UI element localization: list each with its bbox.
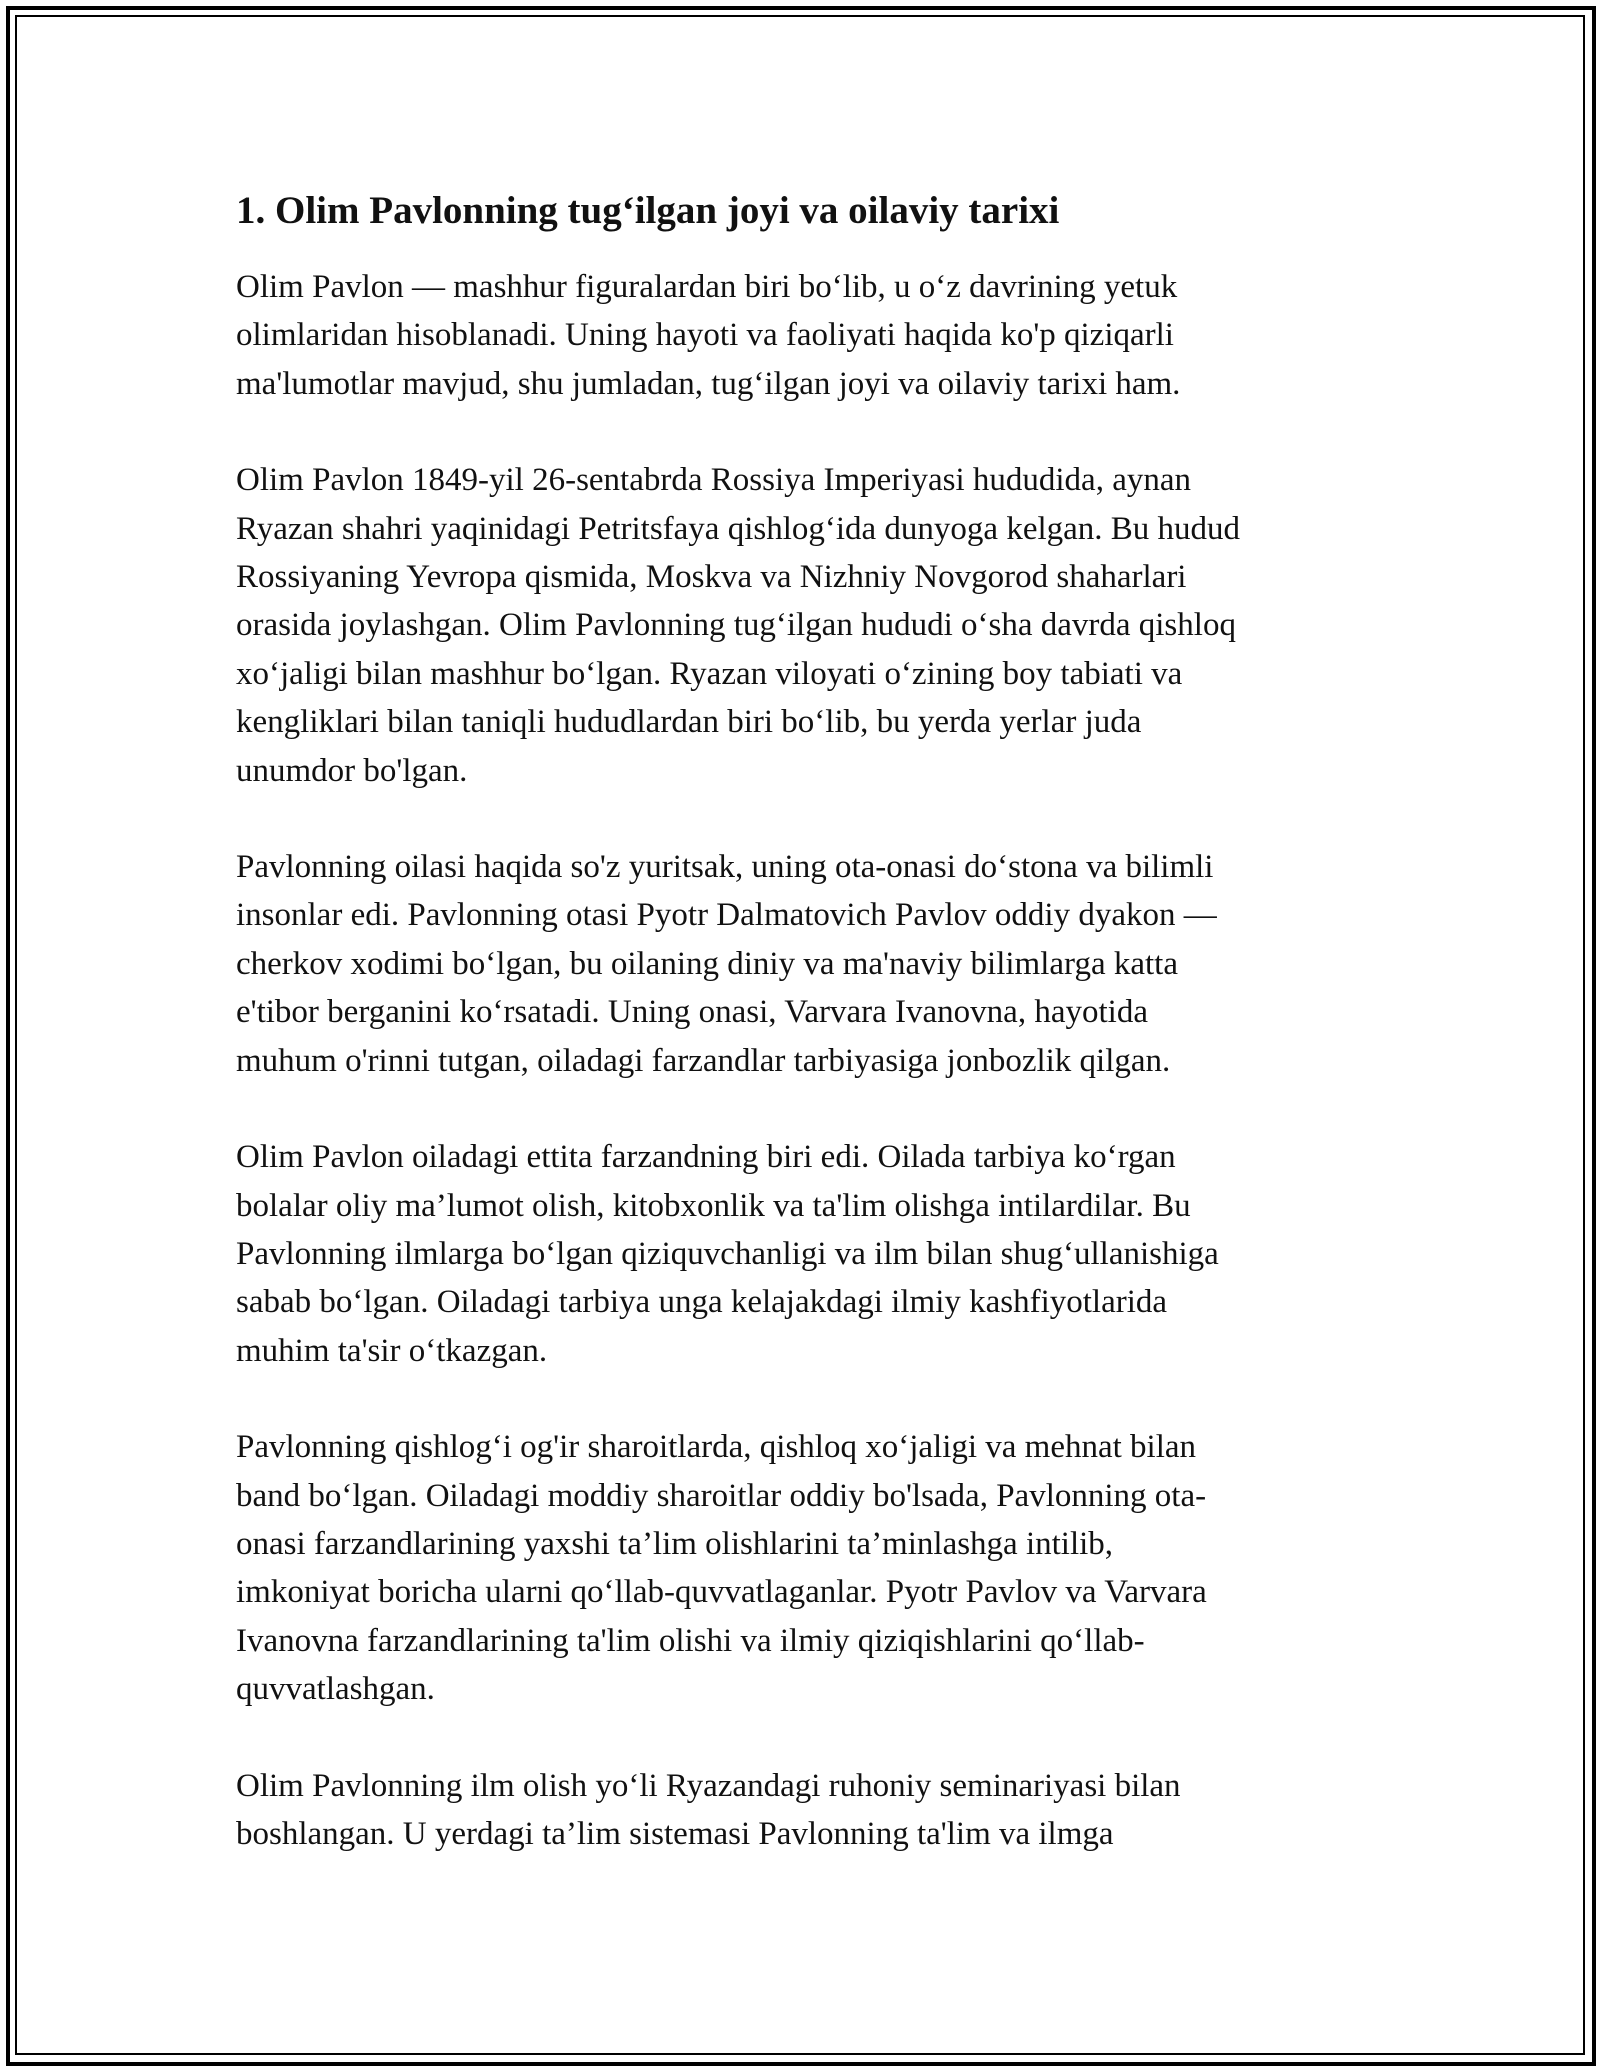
text-line: boshlangan. U yerdagi ta’lim sistemasi Pavlonning ta'lim va ilmga — [236, 1815, 1114, 1852]
text-line: Pavlonning oilasi haqida so'z yuritsak, uning ota-onasi do‘stona va bilimli — [236, 849, 1214, 886]
text-line: cherkov xodimi bo‘lgan, bu oilaning diniy va ma'naviy bilimlarga katta — [236, 945, 1178, 982]
text-line: Pavlonning ilmlarga bo‘lgan qiziquvchanligi va ilm bilan shug‘ullanishiga — [236, 1235, 1219, 1272]
text-line: Ryazan shahri yaqinidagi Petritsfaya qishlog‘ida dunyoga kelgan. Bu hudud — [236, 510, 1241, 547]
paragraph-6 — [236, 1762, 1386, 1859]
text-line: insonlar edi. Pavlonning otasi Pyotr Dalmatovich Pavlov oddiy dyakon — — [236, 897, 1217, 934]
text-line: Olim Pavlon oiladagi ettita farzandning biri edi. Oilada tarbiya ko‘rgan — [236, 1139, 1176, 1176]
text-line: band bo‘lgan. Oiladagi moddiy sharoitlar oddiy bo'lsada, Pavlonning ota- — [236, 1477, 1207, 1514]
text-line: Ivanovna farzandlarining ta'lim olishi va ilmiy qiziqishlarini qo‘llab- — [236, 1622, 1145, 1659]
document-body — [236, 185, 1386, 1858]
text-line: Olim Pavlon 1849-yil 26-sentabrda Rossiya Imperiyasi hududida, aynan — [236, 462, 1192, 499]
paragraph-1 — [236, 263, 1386, 408]
text-line: ma'lumotlar mavjud, shu jumladan, tug‘ilgan joyi va oilaviy tarixi ham. — [236, 365, 1181, 402]
text-line: bolalar oliy ma’lumot olish, kitobxonlik va ta'lim olishga intilardilar. Bu — [236, 1187, 1191, 1224]
text-line: imkoniyat boricha ularni qo‘llab-quvvatlaganlar. Pyotr Pavlov va Varvara — [236, 1574, 1207, 1611]
text-line: Rossiyaning Yevropa qismida, Moskva va Nizhniy Novgorod shaharlari — [236, 559, 1187, 596]
paragraph-3 — [236, 843, 1386, 1085]
text-line: sabab bo‘lgan. Oiladagi tarbiya unga kelajakdagi ilmiy kashfiyotlarida — [236, 1284, 1168, 1321]
paragraph-4 — [236, 1133, 1386, 1375]
text-line: olimlaridan hisoblanadi. Uning hayoti va faoliyati haqida ko'p qiziqarli — [236, 317, 1174, 354]
text-line: orasida joylashgan. Olim Pavlonning tug‘ilgan hududi o‘sha davrda qishloq — [236, 607, 1236, 644]
text-line: muhim ta'sir o‘tkazgan. — [236, 1332, 548, 1369]
text-line: quvvatlashgan. — [236, 1671, 435, 1708]
text-line: Olim Pavlon — mashhur figuralardan biri bo‘lib, u o‘z davrining yetuk — [236, 269, 1178, 305]
paragraph-5 — [236, 1423, 1386, 1713]
section-title: 1. Olim Pavlonning tug‘ilgan joyi va oilaviy tarixi — [236, 189, 1060, 232]
text-line: Olim Pavlonning ilm olish yo‘li Ryazandagi ruhoniy seminariyasi bilan — [236, 1767, 1181, 1804]
text-line: e'tibor berganini ko‘rsatadi. Uning onasi, Varvara Ivanovna, hayotida — [236, 994, 1148, 1031]
text-line: Pavlonning qishlog‘i og'ir sharoitlarda, qishloq xo‘jaligi va mehnat bilan — [236, 1429, 1197, 1466]
text-line: kengliklari bilan taniqli hududlardan biri bo‘lib, bu yerda yerlar juda — [236, 704, 1142, 741]
text-line: unumdor bo'lgan. — [236, 752, 468, 789]
text-line: muhum o'rinni tutgan, oiladagi farzandlar tarbiyasiga jonbozlik qilgan. — [236, 1042, 1171, 1079]
paragraph-2 — [236, 456, 1386, 795]
paragraph-list — [236, 263, 1386, 1858]
text-line: xo‘jaligi bilan mashhur bo‘lgan. Ryazan viloyati o‘zining boy tabiati va — [236, 655, 1183, 692]
text-line: onasi farzandlarining yaxshi ta’lim olishlarini ta’minlashga intilib, — [236, 1525, 1114, 1562]
